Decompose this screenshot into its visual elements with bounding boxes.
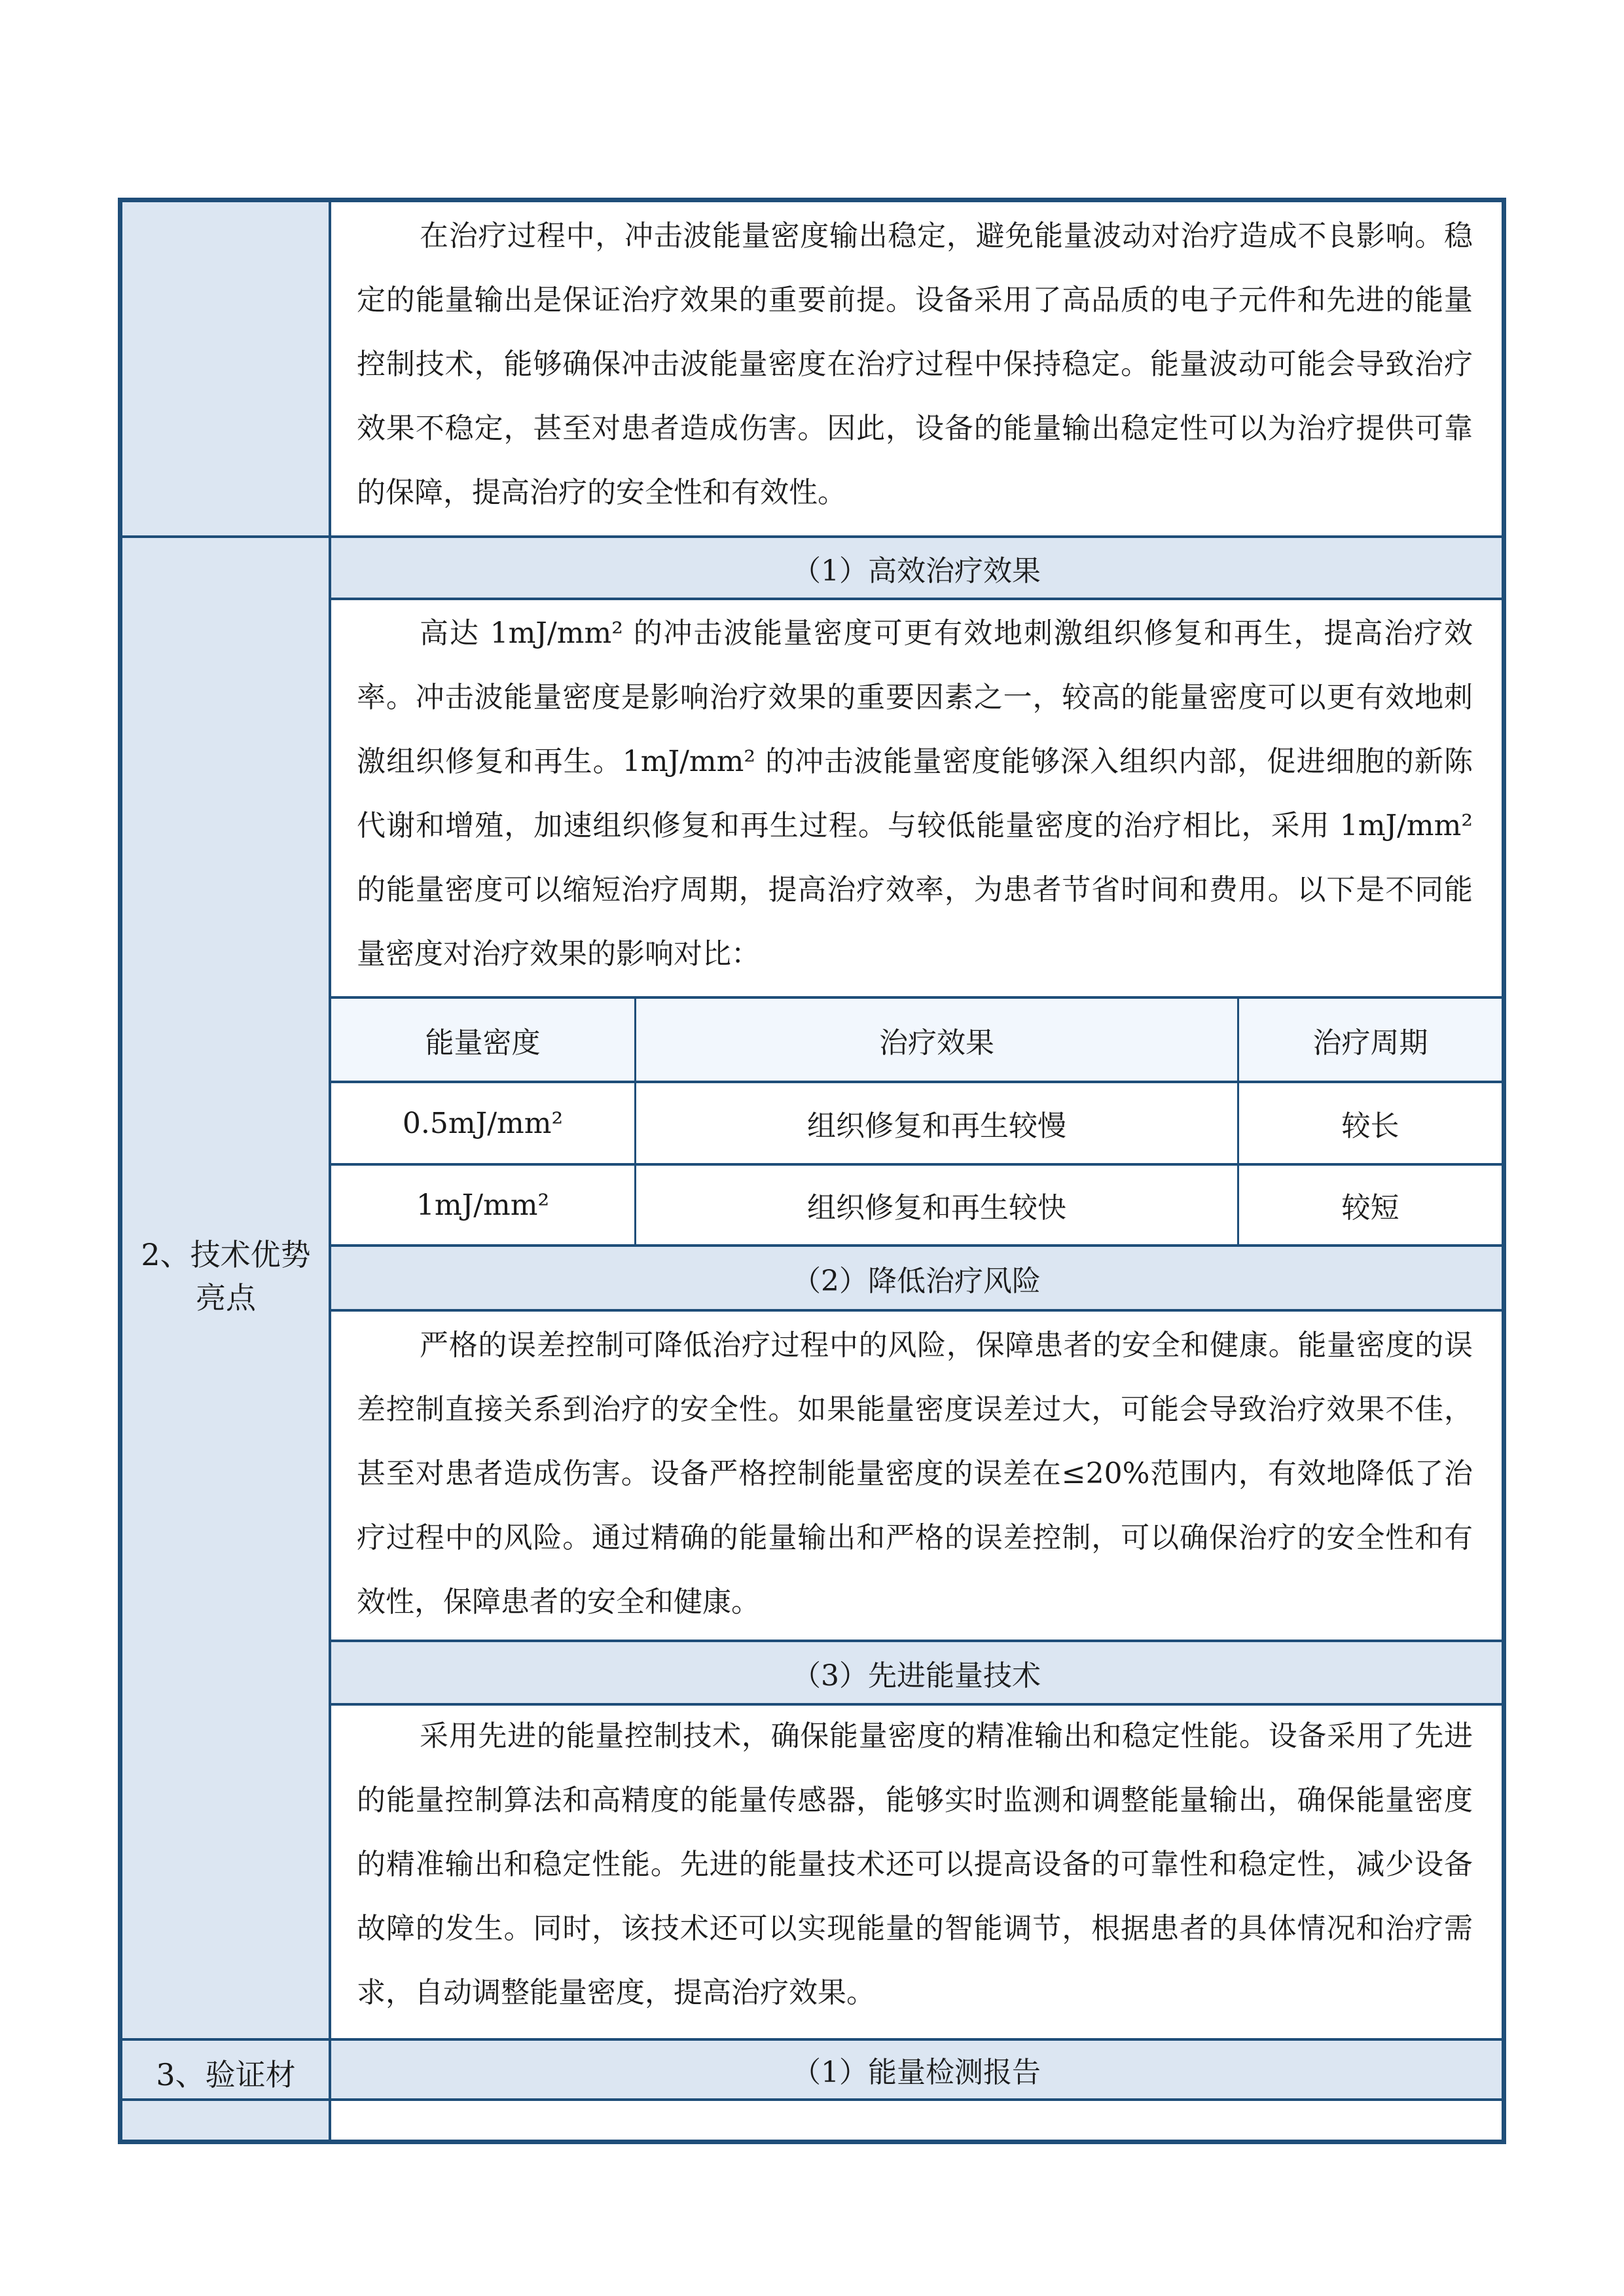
comparison-row1-period: 较长 — [1341, 1109, 1399, 1143]
section-heading-3-text: （3）先进能量技术 — [792, 1659, 1041, 1693]
row3-label: 3、验证材 — [156, 2057, 296, 2092]
section-heading-1-text: （1）高效治疗效果 — [792, 554, 1041, 588]
paragraph-advanced-tech: 采用先进的能量控制技术，确保能量密度的精准输出和稳定性能。设备采用了先进的能量控制算法和高精度的能量传感器，能够实时监测和调整能量输出，确保能量密度的精准输出和稳定性能。先进的能量技术还可以提高设备的可靠性和稳定性，减少设备故障的发生。同时，该技术还可以实现能量的智能调节，根据患者的具体情况和治疗需求，自动调整能量密度，提高治疗效果。 — [357, 1719, 1473, 2009]
comparison-row1-effect: 组织修复和再生较慢 — [807, 1109, 1066, 1143]
paragraph-reduce-risk: 严格的误差控制可降低治疗过程中的风险，保障患者的安全和健康。能量密度的误差控制直接关系到治疗的安全性。如果能量密度误差过大，可能会导致治疗效果不佳，甚至对患者造成伤害。设备严格控制能量密度的误差在≤20%范围内，有效地降低了治疗过程中的风险。通过精确的能量输出和严格的误差控制，可以确保治疗的安全性和有效性，保障患者的安全和健康。 — [357, 1329, 1473, 1619]
comparison-row2-effect: 组织修复和再生较快 — [807, 1191, 1066, 1225]
paragraph-high-efficiency: 高达 1mJ/mm² 的冲击波能量密度可更有效地刺激组织修复和再生，提高治疗效率。冲击波能量密度是影响治疗效果的重要因素之一，较高的能量密度可以更有效地刺激组织修复和再生。1mJ/mm² 的冲击波能量密度能够深入组织内部，促进细胞的新陈代谢和增殖，加速组织修复和再生过程。与较低能量密度的治疗相比，采用 1mJ/mm² 的能量密度可以缩短治疗周期，提高治疗效率，为患者节省时间和费用。以下是不同能量密度对治疗效果的影响对比： — [357, 617, 1473, 971]
paragraph-energy-stability: 在治疗过程中，冲击波能量密度输出稳定，避免能量波动对治疗造成不良影响。稳定的能量输出是保证治疗效果的重要前提。设备采用了高品质的电子元件和先进的能量控制技术，能够确保冲击波能量密度在治疗过程中保持稳定。能量波动可能会导致治疗效果不稳定，甚至对患者造成伤害。因此，设备的能量输出稳定性可以为治疗提供可靠的保障，提高治疗的安全性和有效性。 — [357, 219, 1473, 509]
section-heading-2-text: （2）降低治疗风险 — [792, 1264, 1041, 1298]
section-heading-4-text: （1）能量检测报告 — [792, 2056, 1041, 2089]
comparison-row2-period: 较短 — [1341, 1191, 1399, 1225]
comparison-header-period: 治疗周期 — [1239, 999, 1502, 1081]
table-border — [118, 198, 1506, 2144]
comparison-header-energy: 能量密度 — [331, 999, 634, 1081]
row2-label: 2、技术优势亮点 — [141, 1237, 311, 1316]
comparison-header-effect: 治疗效果 — [636, 999, 1237, 1081]
comparison-row2-energy: 1mJ/mm² — [416, 1188, 550, 1222]
comparison-row1-energy: 0.5mJ/mm² — [402, 1106, 564, 1140]
